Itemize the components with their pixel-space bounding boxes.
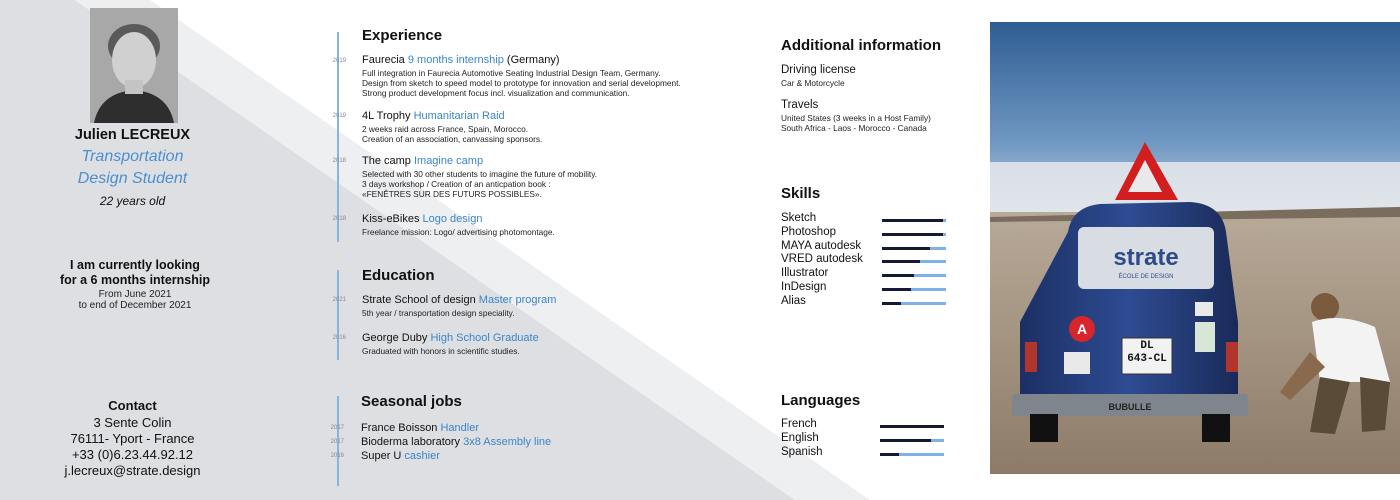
- from-line1: From June 2021: [98, 289, 172, 300]
- exp-item-title: [362, 213, 482, 225]
- exp-role: Humanitarian Raid: [413, 110, 505, 122]
- contact-email[interactable]: j.lecreux@strate.design: [64, 463, 201, 478]
- travels-line1: United States (3 weeks in a Host Family): [781, 113, 931, 123]
- skills-level-bar: [882, 233, 946, 236]
- car-rear-text: strate: [1113, 244, 1179, 271]
- job-org: Super U: [361, 450, 405, 462]
- job-year: 2017: [330, 439, 344, 445]
- job-item: [361, 450, 440, 462]
- languages-level-fill: [880, 439, 931, 442]
- job-org: France Boisson: [361, 422, 441, 434]
- skills-name: Sketch: [781, 212, 817, 224]
- car-rear-subtext: ÉCOLE DE DESIGN: [1118, 274, 1174, 280]
- edu-role: High School Graduate: [430, 332, 539, 344]
- car-photo: [990, 22, 1400, 474]
- skills-level-bar: [882, 247, 946, 250]
- languages-level-bar: [880, 453, 944, 456]
- contact-address1: 3 Sente Colin: [93, 415, 172, 430]
- edu-item-title: [362, 294, 556, 306]
- looking-line2: for a 6 months internship: [59, 273, 210, 287]
- skills-level-fill: [882, 219, 943, 222]
- exp-role: Logo design: [422, 213, 483, 225]
- exp-year: 2019: [332, 113, 346, 119]
- languages-level-bar: [880, 439, 944, 442]
- job-org: Bioderma laboratory: [361, 436, 464, 448]
- license-value: Car & Motorcycle: [781, 78, 845, 88]
- skills-name: Illustrator: [781, 267, 829, 280]
- license-plate: DL 643-CL: [1127, 340, 1167, 365]
- job-role: cashier: [404, 450, 440, 462]
- name: Julien LECREUX: [74, 127, 191, 143]
- languages-level-bar: [880, 425, 944, 428]
- svg-text:A: A: [1076, 321, 1088, 337]
- languages-level-fill: [880, 425, 944, 428]
- age: 22 years old: [99, 194, 166, 208]
- contact-address2: 76111- Yport - France: [70, 431, 195, 446]
- role-line2: Design Student: [77, 170, 188, 187]
- skills-level-fill: [882, 233, 943, 236]
- profile-photo: [90, 8, 178, 123]
- exp-org: 4L Trophy: [362, 110, 414, 122]
- skills-name: MAYA autodesk: [781, 239, 862, 252]
- exp-desc: Freelance mission: Logo/ advertising photomontage.: [362, 227, 555, 237]
- edu-year: 2016: [332, 335, 346, 341]
- skills-name: InDesign: [781, 281, 827, 293]
- job-year: 2017: [330, 425, 344, 431]
- skills-level-bar: [882, 288, 946, 291]
- skills-level-bar: [882, 302, 946, 305]
- skills-level-fill: [882, 274, 914, 277]
- edu-role: Master program: [478, 294, 557, 306]
- bumper-text: BUBULLE: [1108, 402, 1152, 412]
- additional-title: Additional information: [781, 37, 941, 54]
- skills-name: VRED autodesk: [781, 253, 863, 266]
- seasonal-title: Seasonal jobs: [361, 393, 462, 410]
- exp-desc: Full integration in Faurecia Automotive Seating Industrial Design Team, Germany. Design from sketch to speed model to prototype for innovation and serial development. Strong product development focus incl. visualization and communication.: [362, 68, 681, 98]
- job-role: 3x8 Assembly line: [463, 436, 552, 448]
- languages-name: Spanish: [781, 446, 823, 458]
- edu-desc: 5th year / transportation design speciality.: [362, 308, 515, 318]
- skills-level-bar: [882, 219, 946, 222]
- exp-year: 2018: [332, 158, 346, 164]
- exp-item-title: [362, 110, 505, 122]
- looking-line1: I am currently looking: [70, 258, 200, 272]
- exp-suffix: (Germany): [503, 54, 560, 66]
- exp-org: Kiss-eBikes: [362, 213, 423, 225]
- experience-title: Experience: [362, 27, 443, 44]
- skills-title: Skills: [781, 185, 821, 202]
- contact-title: Contact: [108, 398, 157, 413]
- skills-level-bar: [882, 274, 946, 277]
- exp-desc: Selected with 30 other students to imagine the future of mobility. 3 days workshop / Creation of an anticpation book : «FENÊTRES SUR DES FUTURS POSSIBLES».: [362, 169, 598, 199]
- travels-line2: South Africa - Laos - Morocco - Canada: [781, 123, 927, 133]
- skills-level-bar: [882, 260, 946, 263]
- languages-title: Languages: [781, 392, 861, 409]
- skills-level-fill: [882, 288, 911, 291]
- travels-label: Travels: [781, 99, 819, 111]
- from-line2: to end of December 2021: [78, 300, 192, 311]
- edu-item-title: [362, 332, 539, 344]
- skills-level-fill: [882, 260, 920, 263]
- exp-year: 2018: [332, 216, 346, 222]
- edu-org: George Duby: [362, 332, 431, 344]
- education-title: Education: [362, 267, 435, 284]
- exp-year: 2019: [332, 58, 346, 64]
- exp-org: Faurecia: [362, 54, 408, 66]
- exp-item-title: [362, 155, 483, 167]
- edu-org: Strate School of design: [362, 294, 479, 306]
- contact-phone: +33 (0)6.23.44.92.12: [71, 447, 194, 462]
- exp-role: 9 months internship: [407, 54, 504, 66]
- education-timeline: [337, 270, 339, 360]
- skills-level-fill: [882, 302, 901, 305]
- languages-name: French: [781, 418, 817, 430]
- role-line1: Transportation: [81, 148, 184, 165]
- exp-desc: 2 weeks raid across France, Spain, Morocco. Creation of an association, canvassing sponsors.: [362, 124, 543, 144]
- skills-level-fill: [882, 247, 930, 250]
- languages-name: English: [781, 432, 819, 444]
- edu-year: 2021: [332, 297, 346, 303]
- exp-item-title: [362, 54, 559, 66]
- skills-name: Photoshop: [781, 225, 836, 238]
- skills-name: Alias: [781, 294, 806, 307]
- exp-org: The camp: [362, 155, 414, 167]
- job-item: [361, 436, 551, 448]
- edu-desc: Graduated with honors in scientific studies.: [362, 346, 520, 356]
- job-year: 2016: [330, 453, 344, 459]
- license-label: Driving license: [781, 64, 856, 76]
- job-role: Handler: [440, 422, 480, 434]
- exp-role: Imagine camp: [413, 155, 484, 167]
- job-item: [361, 422, 479, 434]
- languages-level-fill: [880, 453, 899, 456]
